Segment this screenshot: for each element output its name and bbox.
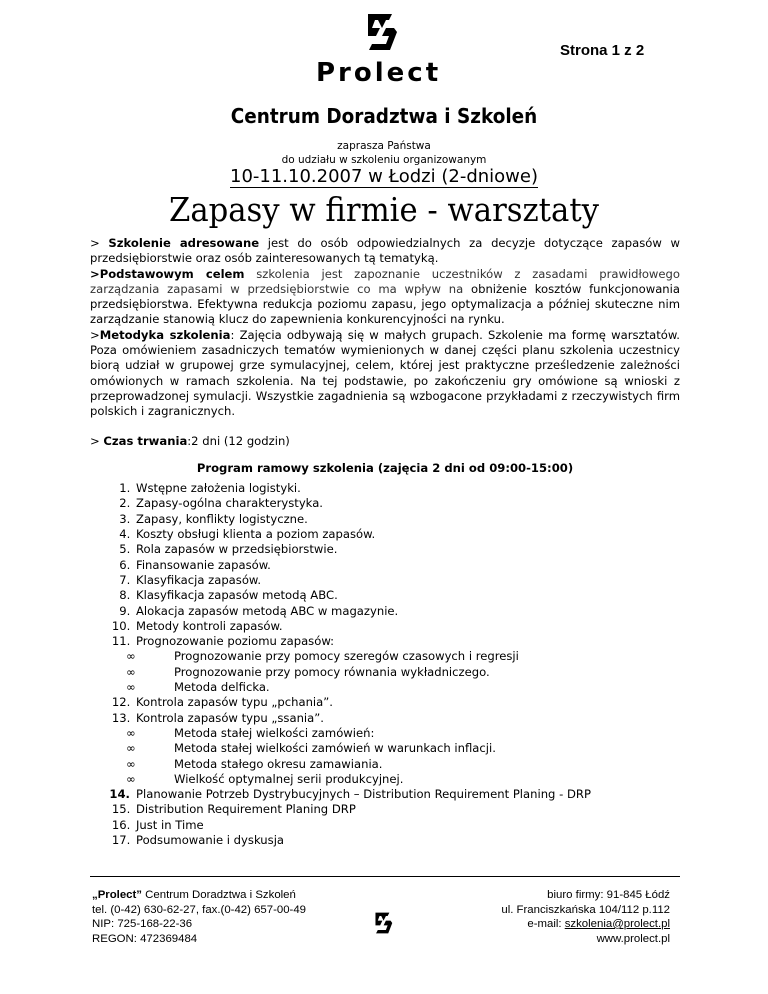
method-paragraph: >Metodyka szkolenia: Zajęcia odbywają się w małych grupach. Szkolenie ma formę warsztatów. Poza omówieniem zasadniczych tematów wymienionych w danej części planu szkolenia uczestnicy biorą udział w grupowej grze symulacyjnej, celem, której jest praktyczne prześledzenie zależności omówionych w ramach szkolenia. Na tej podstawie, po zakończeniu gry omówione są wnioski z przeprowadzonej symulacji. Wszystkie zagadnienia są wzbogacone przykładami z rzeczywistych firm polskich i zagranicznych.	[90, 327, 680, 419]
infinity-bullet-icon: ∞	[126, 756, 136, 771]
invite-line-1: zaprasza Państwa	[337, 140, 431, 152]
sub-list-item: ∞ Metoda stałej wielkości zamówień:	[126, 725, 375, 740]
sub-list-item: ∞ Metoda stałego okresu zamawiania.	[126, 756, 383, 771]
goal-label: >Podstawowym celem	[90, 266, 245, 281]
footer-phone: tel. (0-42) 630-62-27, fax.(0-42) 657-00-49	[92, 903, 307, 916]
infinity-bullet-icon: ∞	[126, 664, 136, 679]
footer-company-name: „Prolect” Centrum Doradztwa i Szkoleń	[92, 889, 296, 901]
duration-label: Czas trwania	[103, 433, 188, 448]
infinity-bullet-icon: ∞	[126, 725, 136, 740]
sub-list	[126, 649, 680, 695]
list-item: 13. Kontrola zapasów typu „ssania”. ∞ Metoda stałej wielkości zamówień: ∞ Metoda stałej wielkości zamówień w warunkach inflacji. ∞ Metoda stałego okresu zamawiania. ∞ Wielkość optymalnej serii produkcyjnej.	[134, 711, 680, 787]
sub-list	[126, 725, 680, 787]
program-list	[90, 481, 680, 848]
list-item: 6. Finansowanie zapasów.	[134, 558, 680, 573]
infinity-bullet-icon: ∞	[126, 741, 136, 756]
page-indicator: Strona 1 z 2	[560, 42, 645, 59]
sub-list-item: ∞ Prognozowanie przy pomocy szeregów czasowych i regresji	[126, 649, 519, 664]
infinity-bullet-icon: ∞	[126, 771, 136, 786]
date-line	[0, 166, 768, 187]
list-item: 11. Prognozowanie poziomu zapasów: ∞ Prognozowanie przy pomocy szeregów czasowych i regresji ∞ Prognozowanie przy pomocy równania wykładniczego. ∞ Metoda delficka.	[134, 634, 680, 695]
sub-list-item: ∞ Metoda stałej wielkości zamówień w warunkach inflacji.	[126, 741, 496, 756]
footer-divider	[90, 876, 680, 877]
sub-list-item: ∞ Wielkość optymalnej serii produkcyjnej.	[126, 771, 404, 786]
program-heading: Program ramowy szkolenia (zajęcia 2 dni od 09:00-15:00)	[196, 460, 574, 475]
footer-email-line: e-mail: szkolenia@prolect.pl	[527, 918, 670, 930]
footer-street: ul. Franciszkańska 104/112 p.112	[501, 903, 670, 916]
list-item: 2. Zapasy-ogólna charakterystyka.	[134, 496, 680, 511]
footer-nip: NIP: 725-168-22-36	[92, 918, 193, 930]
list-item: 3. Zapasy, konflikty logistyczne.	[134, 512, 680, 527]
footer-logo-icon	[372, 911, 394, 935]
date-line-text: 10-11.10.2007 w Łodzi (2-dniowe)	[230, 166, 538, 187]
prolect-logo-icon	[362, 12, 400, 52]
footer-office: biuro firmy: 91-845 Łódź	[547, 889, 670, 901]
list-item: 16. Just in Time	[134, 818, 680, 833]
list-item: 10. Metody kontroli zapasów.	[134, 619, 680, 634]
website-link[interactable]: www.prolect.pl	[596, 932, 670, 945]
audience-label: Szkolenie adresowane	[108, 236, 260, 250]
sub-list-item: ∞ Metoda delficka.	[126, 680, 270, 695]
list-item: 14. Planowanie Potrzeb Dystrybucyjnych – Distribution Requirement Planing - DRP	[134, 787, 680, 802]
duration-paragraph: > Czas trwania:2 dni (12 godzin)	[90, 433, 290, 448]
list-item: 9. Alokacja zapasów metodą ABC w magazynie.	[134, 604, 680, 619]
page-title: Zapasy w firmie - warsztaty	[168, 190, 599, 229]
list-item: 17. Podsumowanie i dyskusja	[134, 833, 680, 848]
method-label: Metodyka szkolenia	[99, 327, 231, 342]
infinity-bullet-icon: ∞	[126, 649, 136, 664]
list-item: 12. Kontrola zapasów typu „pchania”.	[134, 695, 680, 710]
goal-paragraph: >Podstawowym celem szkolenia jest zapoznanie uczestników z zasadami prawidłowego zarządzania zapasami w przedsiębiorstwie co ma wpływ na obniżenie kosztów funkcjonowania przedsiębiorstwa. Efektywna redukcja poziomu zapasu, jego optymalizacja a później skuteczne nim zarządzanie stanowią klucz do zapewnienia konkurencyjności na rynku.	[90, 266, 680, 327]
centre-name: Centrum Doradztwa i Szkoleń	[230, 104, 538, 128]
list-item: 1. Wstępne założenia logistyki.	[134, 481, 680, 496]
infinity-bullet-icon: ∞	[126, 680, 136, 695]
list-item: 7. Klasyfikacja zapasów.	[134, 573, 680, 588]
audience-paragraph: > Szkolenie adresowane jest do osób odpowiedzialnych za decyzje dotyczące zapasów w przedsiębiorstwie oraz osób zainteresowanych tą tematyką.	[90, 236, 680, 266]
footer-company-info	[92, 888, 306, 946]
list-item: 5. Rola zapasów w przedsiębiorstwie.	[134, 542, 680, 557]
sub-list-item: ∞ Prognozowanie przy pomocy równania wykładniczego.	[126, 664, 490, 679]
invite-line-2: do udziału w szkoleniu organizowanym	[281, 154, 487, 166]
list-item: 8. Klasyfikacja zapasów metodą ABC.	[134, 588, 680, 603]
list-item: 15. Distribution Requirement Planing DRP	[134, 802, 680, 817]
footer-office-info	[410, 888, 670, 946]
document-body	[90, 236, 680, 848]
list-item: 4. Koszty obsługi klienta a poziom zapasów.	[134, 527, 680, 542]
email-link[interactable]: szkolenia@prolect.pl	[564, 918, 670, 930]
footer-regon: REGON: 472369484	[92, 932, 198, 945]
brand-name: Prolect	[316, 58, 442, 88]
